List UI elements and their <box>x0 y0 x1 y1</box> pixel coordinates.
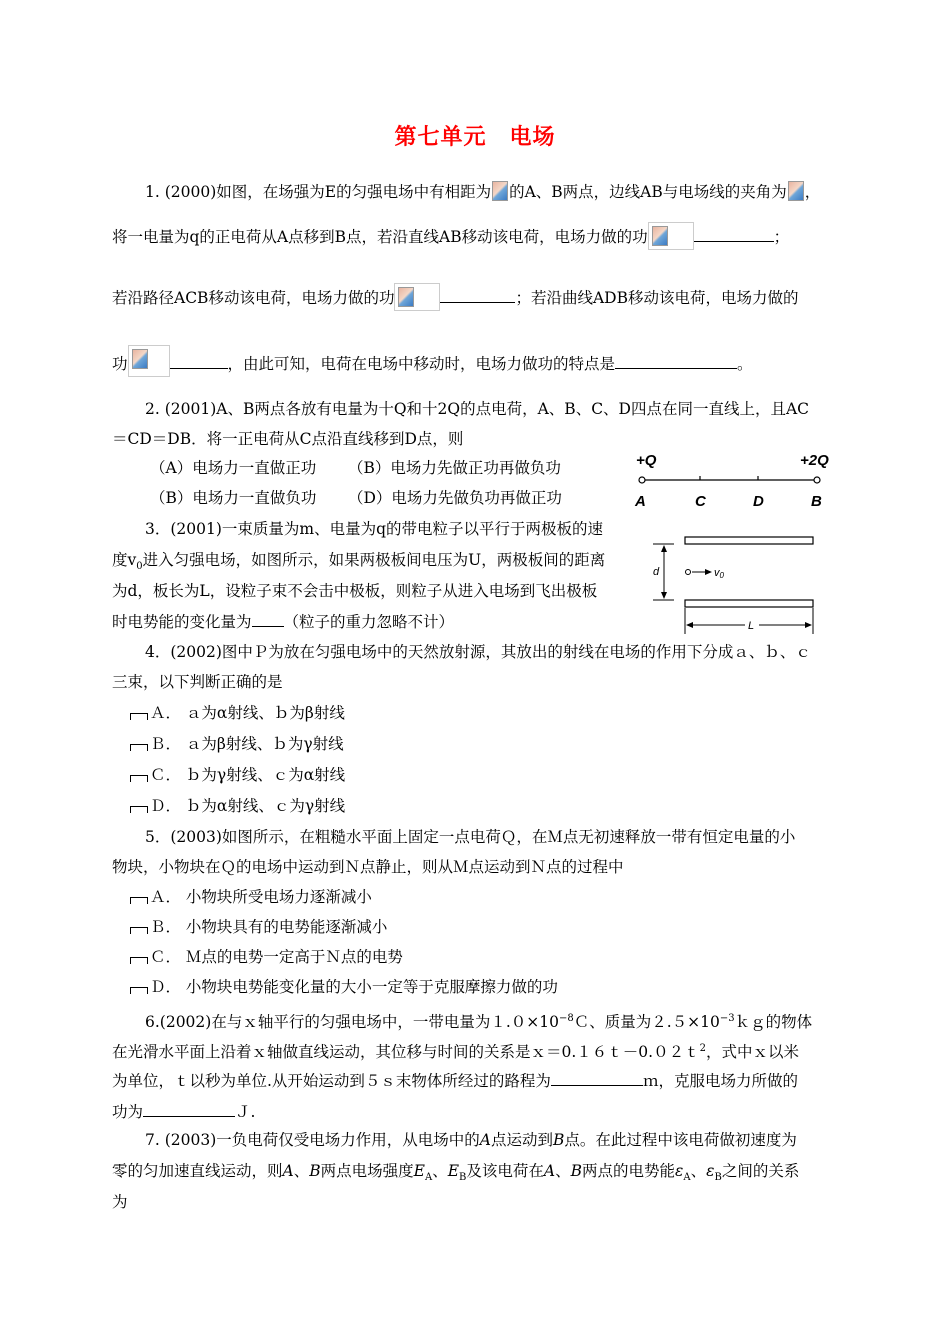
q1-line-2: 将一电量为q的正电荷从A点移到B点，若沿直线AB移动该电荷，电场力做的功 ； <box>112 222 789 250</box>
q6-line-3: 为单位，ｔ以秒为单位.从开始运动到５ｓ末物体所经过的路程为 ｍ，克服电场力所做的 <box>112 1069 798 1092</box>
q2-option-d: （D）电场力先做负功再做正功 <box>348 489 562 507</box>
charge-label-2q: +2Q <box>800 452 829 469</box>
page-title: 第七单元 电场 <box>394 124 556 150</box>
q3-line-3: 为d，板长为L，设粒子束不会击中极板，则粒子从进入电场到飞出极板 <box>112 582 598 600</box>
option-marker-icon[interactable] <box>130 897 148 904</box>
answer-blank[interactable] <box>551 1069 643 1086</box>
point-a-dot <box>639 477 645 483</box>
q6-line-4: 功为 Ｊ. <box>112 1100 255 1123</box>
q4-line-2: 三束，以下判断正确的是 <box>112 673 283 691</box>
point-label-c: C <box>695 493 706 510</box>
answer-blank[interactable] <box>615 352 737 369</box>
q1-line-3: 若沿路径ACB移动该电荷，电场力做的功 ；若沿曲线ADB移动该电荷，电场力做的 <box>112 283 798 311</box>
q7-line-2: 零的匀加速直线运动，则A、B两点电场强度$E_A$、$E_B$及该电荷在A、B两点的电势能$\varepsilon_A$、$\varepsilon_B$之间的关系 <box>112 1162 800 1184</box>
q2-option-b: （B）电场力先做正功再做负功 <box>348 459 561 477</box>
charges-line-figure <box>630 448 840 510</box>
point-label-d: D <box>753 493 764 510</box>
formula-placeholder-icon <box>648 222 694 250</box>
option-marker-icon[interactable] <box>130 957 148 964</box>
answer-blank[interactable] <box>143 1100 235 1117</box>
point-label-b: B <box>811 493 822 510</box>
q1-line-4: 功 ，由此可知，电荷在电场中移动时，电场力做功的特点是 。 <box>112 345 753 377</box>
option-marker-icon[interactable] <box>130 713 148 720</box>
answer-blank[interactable] <box>170 352 228 369</box>
q7-line-3: 为 <box>112 1193 128 1211</box>
q7-line-1: 7. (2003)一负电荷仅受电场力作用，从电场中的A点运动到B点。在此过程中该电荷做初速度为 <box>145 1131 797 1149</box>
q5-line-2: 物块，小物块在Ｑ的电场中运动到Ｎ点静止，则从Ｍ点运动到Ｎ点的过程中 <box>112 858 624 876</box>
formula-placeholder-icon <box>788 181 804 201</box>
option-marker-icon[interactable] <box>130 806 148 813</box>
point-b-dot <box>814 477 820 483</box>
q5-line-1: 5．(2003)如图所示，在粗糙水平面上固定一点电荷Ｑ，在Ｍ点无初速释放一带有恒定电量的小 <box>145 828 796 846</box>
q3-line-4: 时电势能的变化量为 （粒子的重力忽略不计） <box>112 610 454 633</box>
point-label-a: A <box>635 493 646 510</box>
formula-placeholder-icon <box>394 283 440 311</box>
q2-option-c: （B）电场力一直做负功 <box>150 489 317 507</box>
q4-option-c: Ｃ． ｂ为γ射线、ｃ为α射线 <box>130 764 345 786</box>
option-marker-icon[interactable] <box>130 744 148 751</box>
top-plate <box>685 537 813 544</box>
length-l-label: L <box>748 620 755 632</box>
q5-option-c: Ｃ． Ｍ点的电势一定高于Ｎ点的电势 <box>130 946 403 968</box>
q4-option-a: Ａ． ａ为α射线、ｂ为β射线 <box>130 702 345 724</box>
answer-blank[interactable] <box>440 286 515 303</box>
answer-blank[interactable] <box>252 610 284 627</box>
q5-option-d: Ｄ． 小物块电势能变化量的大小一定等于克服摩擦力做的功 <box>130 976 558 998</box>
formula-placeholder-icon <box>492 181 508 201</box>
q4-option-d: Ｄ． ｂ为α射线、ｃ为γ射线 <box>130 795 345 817</box>
q1-line-1: 1. (2000)如图，在场强为E的匀强电场中有相距为 的A、B两点，边线AB与电场线的夹角为 ， <box>145 183 821 201</box>
velocity-label: v0 <box>714 567 724 580</box>
option-marker-icon[interactable] <box>130 987 148 994</box>
q6-line-1: 6.(2002)在与ｘ轴平行的匀强电场中，一带电量为$1.0\times 10^{-8}C$、质量为$2.5\times 10^{-3}kg$的物体 <box>145 1013 813 1032</box>
q5-option-b: Ｂ． 小物块具有的电势能逐渐减小 <box>130 916 387 938</box>
option-marker-icon[interactable] <box>130 775 148 782</box>
q5-option-a: Ａ． 小物块所受电场力逐渐减小 <box>130 886 372 908</box>
q4-option-b: Ｂ． ａ为β射线、ｂ为γ射线 <box>130 733 344 755</box>
particle-dot <box>686 570 691 575</box>
q3-line-1: 3．(2001)一束质量为m、电量为q的带电粒子以平行于两极板的速 <box>145 520 604 538</box>
parallel-plates-figure <box>650 528 820 640</box>
answer-blank[interactable] <box>694 225 774 242</box>
q2-line-1: 2. (2001)A、B两点各放有电量为十Q和十2Q的点电荷，A、B、C、D四点在同一直线上，且AC <box>145 400 810 418</box>
q2-option-a: （A）电场力一直做正功 <box>150 459 317 477</box>
bottom-plate <box>685 600 813 607</box>
charge-label-q: +Q <box>636 452 657 469</box>
q3-line-2: 度$v_0$进入匀强电场，如图所示，如果两极板间电压为U，两极板间的距离 <box>112 551 606 573</box>
formula-placeholder-icon <box>128 345 170 377</box>
option-marker-icon[interactable] <box>130 927 148 934</box>
distance-d-label: d <box>653 566 660 578</box>
q2-line-2: ＝CD＝DB．将一正电荷从C点沿直线移到D点，则 <box>112 430 464 448</box>
q6-line-2: 在光滑水平面上沿着ｘ轴做直线运动，其位移与时间的关系是ｘ＝0.１６ｔ－0.０２ｔ$^2$，式中ｘ以米 <box>112 1043 799 1062</box>
q4-line-1: 4．(2002)图中Ｐ为放在匀强电场中的天然放射源，其放出的射线在电场的作用下分成ａ、ｂ、ｃ <box>145 643 811 661</box>
